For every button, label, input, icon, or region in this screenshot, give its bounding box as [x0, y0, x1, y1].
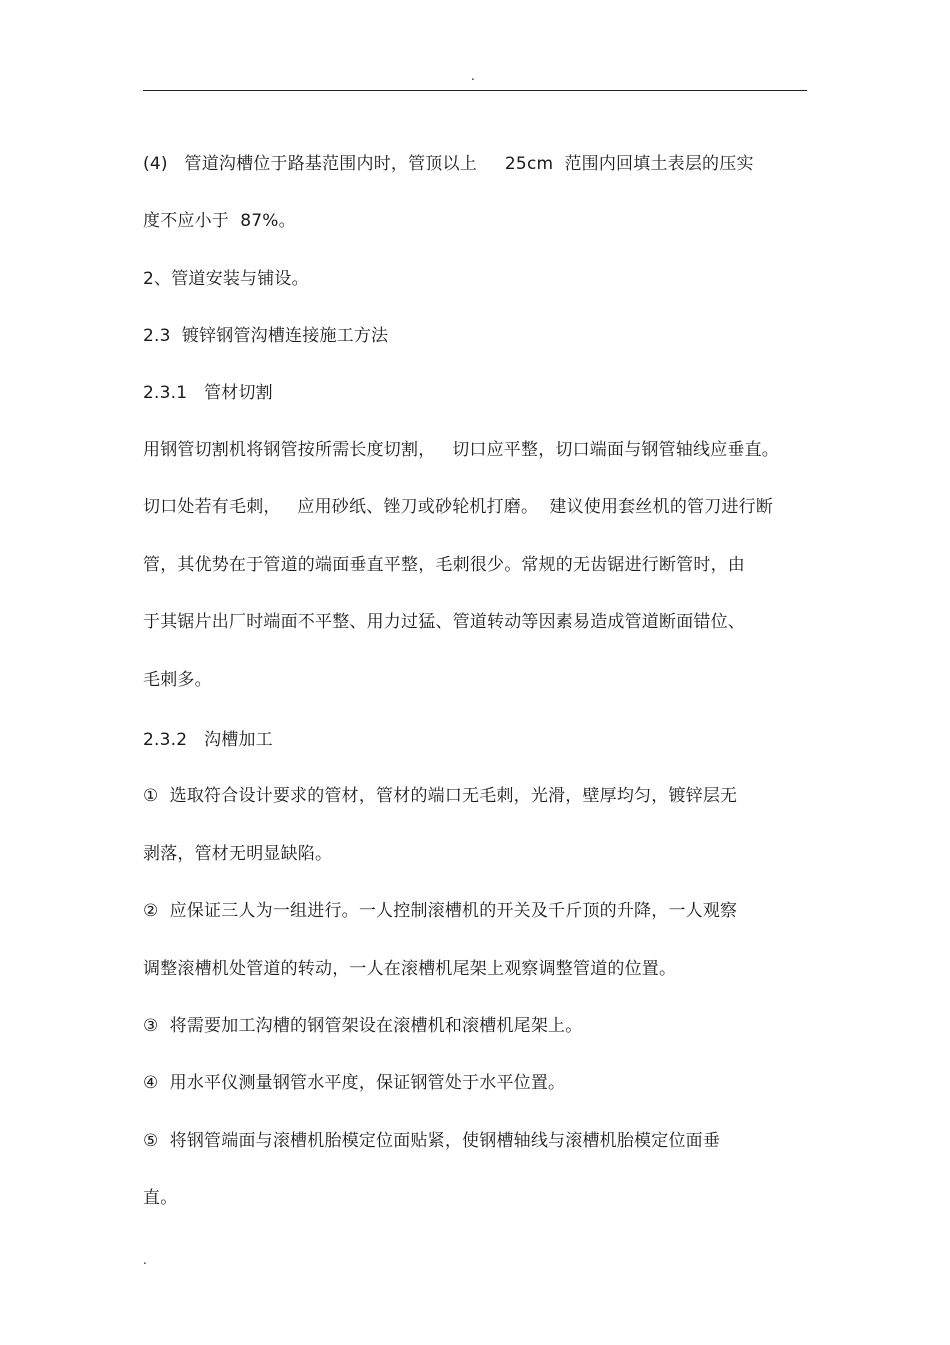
text-line: 直。: [143, 1188, 178, 1208]
text-line: 于其锯片出厂时端面不平整、用力过猛、管道转动等因素易造成管道断面错位、: [143, 612, 745, 632]
header-rule: [143, 90, 807, 91]
text-line: 调整滚槽机处管道的转动，一人在滚槽机尾架上观察调整管道的位置。: [143, 959, 677, 979]
list-item: ④ 用水平仪测量钢管水平度，保证钢管处于水平位置。: [143, 1073, 566, 1093]
text-line: 毛刺多。: [143, 670, 212, 690]
text-line: 2、管道安装与铺设。: [143, 269, 309, 289]
text-line: (4) 管道沟槽位于路基范围内时，管顶以上 25cm 范围内回填土表层的压实: [143, 154, 754, 174]
text-line: 剥落，管材无明显缺陷。: [143, 844, 333, 864]
list-item: ③ 将需要加工沟槽的钢管架设在滚槽机和滚槽机尾架上。: [143, 1016, 583, 1036]
list-item: ① 选取符合设计要求的管材，管材的端口无毛刺，光滑，壁厚均匀，镀锌层无: [143, 786, 738, 806]
subsection-heading: 2.3.1 管材切割: [143, 383, 273, 403]
text-line: 管，其优势在于管道的端面垂直平整，毛刺很少。常规的无齿锯进行断管时，由: [143, 555, 745, 575]
subsection-heading: 2.3.2 沟槽加工: [143, 730, 273, 750]
footer-mark: .: [143, 1253, 147, 1267]
text-line: 切口处若有毛刺， 应用砂纸、锉刀或砂轮机打磨。 建议使用套丝机的管刀进行断: [143, 497, 774, 517]
text-line: 用钢管切割机将钢管按所需长度切割， 切口应平整，切口端面与钢管轴线应垂直。: [143, 440, 780, 460]
header-mark: .: [471, 69, 475, 83]
list-item: ② 应保证三人为一组进行。一人控制滚槽机的开关及千斤顶的升降，一人观察: [143, 901, 738, 921]
text-line: 度不应小于 87%。: [143, 211, 296, 231]
list-item: ⑤ 将钢管端面与滚槽机胎模定位面贴紧，使钢槽轴线与滚槽机胎模定位面垂: [143, 1131, 721, 1151]
section-heading: 2.3 镀锌钢管沟槽连接施工方法: [143, 326, 389, 346]
